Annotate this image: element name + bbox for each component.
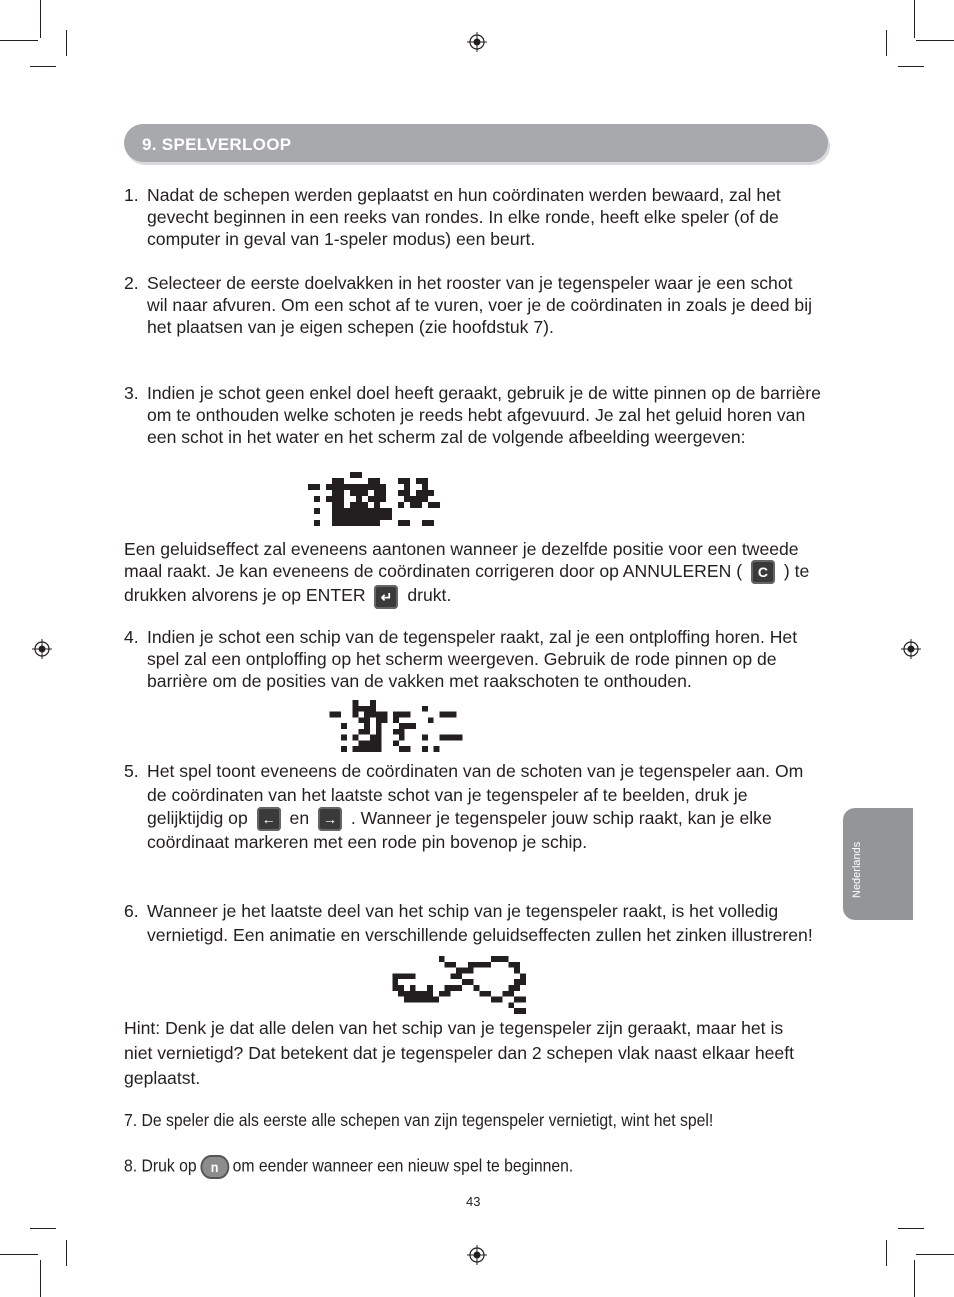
item-text-part: Het spel toont eveneens de coördinaten van de schoten van je tegenspeler aan. Om de coördinaten van het laatste schot van je tegenspeler af te beelden, druk je gelijktijdig op — [147, 761, 804, 828]
item-text: 8. Druk op — [124, 1155, 197, 1176]
paragraph — [124, 538, 824, 609]
item-text: De speler die als eerste alle schepen van zijn tegenspeler vernietigt, wint het spel! — [141, 1110, 714, 1130]
item-number: 5. — [124, 761, 139, 781]
enter-key-icon: ↵ — [374, 585, 398, 609]
crop-mark — [886, 30, 887, 56]
explosion-icon — [328, 700, 464, 752]
paragraph-text: ) te drukken alvorens je op ENTER — [124, 561, 810, 606]
crop-mark — [66, 1240, 67, 1266]
cancel-key-icon: C — [751, 560, 775, 584]
crop-mark — [0, 1254, 38, 1255]
crop-mark — [30, 66, 56, 67]
item-text: Indien je schot geen enkel doel heeft geraakt, gebruik je de witte pinnen op de barrière om te onthouden welke schoten je reeds hebt afgevuurd. Je zal het geluid horen van een schot in het water en het scherm zal de volgende afbeelding weergeven: — [147, 383, 821, 447]
item-number: 6. — [124, 901, 139, 921]
hint-text: Hint: Denk je dat alle delen van het schip van je tegenspeler zijn geraakt, maar het is niet vernietigd? Dat betekent dat je tegenspeler dan 2 schepen vlak naast elkaar heeft geplaatst. — [124, 1018, 794, 1088]
crop-mark — [914, 0, 915, 38]
item-text-part: . Wanneer je tegenspeler jouw schip raakt, kan je elke coördinaat markeren met een rode pin bovenop je schip. — [147, 808, 772, 853]
crop-mark — [30, 1228, 56, 1229]
crop-mark — [0, 40, 38, 41]
crop-mark — [916, 1254, 954, 1255]
language-tab-label: Nederlands — [851, 841, 863, 898]
crop-mark — [40, 0, 41, 38]
item-text-part: en — [289, 808, 310, 828]
section-header — [124, 124, 828, 162]
water-splash-icon — [308, 472, 440, 526]
item-text: Selecteer de eerste doelvakken in het rooster van je tegenspeler waar je een schot wil naar afvuren. Om een schot af te vuren, voer je de coördinaten in zoals je deed bij het plaatsen van je eigen schepen (zie hoofdstuk 7). — [147, 273, 813, 337]
new-game-key-icon: n — [200, 1155, 229, 1179]
left-arrow-key-icon: ← — [257, 807, 281, 831]
crop-mark — [916, 40, 954, 41]
item-number: 2. — [124, 273, 139, 293]
item-text: Wanneer je het laatste deel van het schip van je tegenspeler raakt, is het volledig vernietigd. Een animatie en verschillende geluidseffecten zullen het zinken illustreren! — [147, 901, 813, 945]
item-text: Nadat de schepen werden geplaatst en hun coördinaten werden bewaard, zal het gevecht beginnen in een reeks van rondes. In elke ronde, heeft elke speler (of de computer in geval van 1-speler modus) een beurt. — [147, 185, 781, 249]
list-item — [124, 1110, 817, 1131]
registration-mark-icon — [467, 32, 487, 52]
list-item — [124, 1155, 682, 1179]
item-number: 1. — [124, 185, 139, 205]
crop-mark — [914, 1260, 915, 1297]
item-text: Indien je schot een schip van de tegenspeler raakt, zal je een ontploffing horen. Het spel zal een ontploffing op het scherm weergeven. Gebruik de rode pinnen op de barrière om de posities van de vakken met raakschoten te onthouden. — [147, 627, 798, 691]
item-number: 7. — [124, 1110, 138, 1130]
crop-mark — [898, 1228, 924, 1229]
crop-mark — [886, 1240, 887, 1266]
page-number: 43 — [466, 1194, 481, 1209]
item-number: 3. — [124, 383, 139, 403]
item-text: om eender wanneer een nieuw spel te beginnen. — [232, 1155, 574, 1176]
right-arrow-key-icon: → — [318, 807, 342, 831]
registration-mark-icon — [901, 639, 921, 659]
crop-mark — [66, 30, 67, 56]
paragraph-text: drukt. — [407, 585, 452, 606]
registration-mark-icon — [467, 1245, 487, 1265]
item-number: 4. — [124, 627, 139, 647]
sinking-ship-icon — [390, 956, 534, 1014]
crop-mark — [40, 1260, 41, 1297]
paragraph-text: Een geluidseffect zal eveneens aantonen wanneer je dezelfde positie voor een tweede maal raakt. Je kan eveneens de coördinaten corrigeren door op ANNULEREN ( — [124, 539, 799, 581]
registration-mark-icon — [32, 639, 52, 659]
item-text — [147, 760, 807, 855]
crop-mark — [898, 66, 924, 67]
section-title: 9. SPELVERLOOP — [142, 135, 292, 154]
language-tab — [843, 808, 913, 920]
